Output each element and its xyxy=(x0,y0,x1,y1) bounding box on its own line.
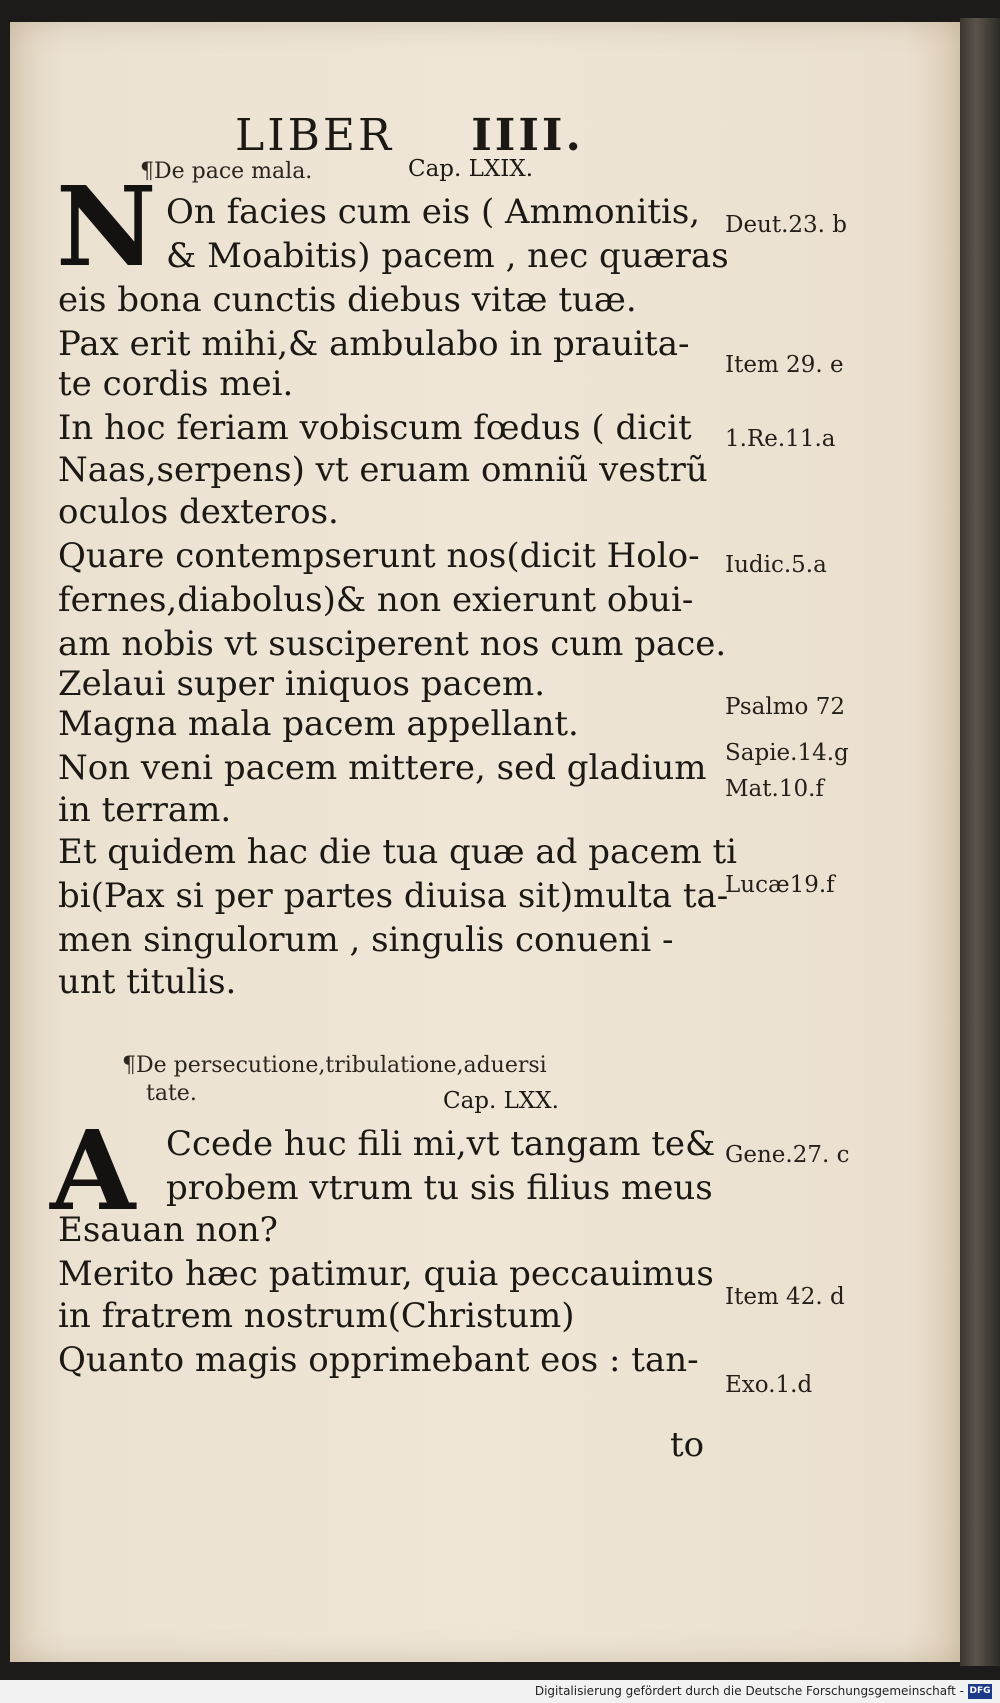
chapter-number: Cap. LXX. xyxy=(443,1088,559,1114)
margin-reference: Lucæ19.f xyxy=(725,872,835,898)
margin-reference: Deut.23. b xyxy=(725,212,848,238)
text-line: Zelaui super iniquos pacem. xyxy=(58,664,546,704)
text-line: fernes,diabolus)& non exierunt obui- xyxy=(58,580,694,620)
running-head-title: LIBER xyxy=(235,110,395,161)
margin-reference: Item 29. e xyxy=(725,352,844,378)
text-line: in terram. xyxy=(58,790,232,830)
text-line: bi(Pax si per partes diuisa sit)multa ta- xyxy=(58,876,729,916)
margin-reference: Iudic.5.a xyxy=(725,552,827,578)
text-line: In hoc feriam vobiscum fœdus ( dicit xyxy=(58,408,692,448)
drop-capital: A xyxy=(50,1106,136,1235)
text-line: Non veni pacem mittere, sed gladium xyxy=(58,748,707,788)
running-head xyxy=(235,110,584,161)
chapter-heading: ¶De persecutione,tribulatione,aduersi xyxy=(122,1053,547,1078)
text-line: eis bona cunctis diebus vitæ tuæ. xyxy=(58,280,637,320)
margin-reference: 1.Re.11.a xyxy=(725,426,836,452)
text-line: Pax erit mihi,& ambulabo in prauita- xyxy=(58,324,690,364)
catchword: to xyxy=(670,1425,705,1465)
margin-reference: Item 42. d xyxy=(725,1284,845,1310)
book-page xyxy=(10,22,960,1662)
margin-reference: Exo.1.d xyxy=(725,1372,813,1398)
text-line: Esauan non? xyxy=(58,1210,278,1250)
footer-credit: Digitalisierung gefördert durch die Deutsche Forschungsgemeinschaft - xyxy=(534,1684,964,1698)
footer-bar xyxy=(0,1680,1000,1703)
margin-reference: Psalmo 72 xyxy=(725,694,845,720)
text-line: unt titulis. xyxy=(58,962,237,1002)
drop-capital: N xyxy=(56,162,157,291)
text-line: Naas,serpens) vt eruam omniũ vestrũ xyxy=(58,450,708,490)
text-line: probem vtrum tu sis filius meus xyxy=(166,1168,713,1208)
text-line: te cordis mei. xyxy=(58,364,294,404)
chapter-heading-continued: tate. xyxy=(146,1081,197,1106)
text-line: Quanto magis opprimebant eos : tan- xyxy=(58,1340,699,1380)
text-line: Magna mala pacem appellant. xyxy=(58,704,579,744)
text-line: Et quidem hac die tua quæ ad pacem ti xyxy=(58,832,738,872)
book-edge xyxy=(960,18,1000,1666)
chapter-heading: ¶De pace mala. xyxy=(140,159,313,184)
text-line: am nobis vt susciperent nos cum pace. xyxy=(58,624,727,664)
text-line: Quare contempserunt nos(dicit Holo- xyxy=(58,536,700,576)
text-line: Ccede huc fili mi,vt tangam te& xyxy=(166,1124,716,1164)
margin-reference: Gene.27. c xyxy=(725,1142,850,1168)
text-line: Merito hæc patimur, quia peccauimus xyxy=(58,1254,714,1294)
margin-reference: Mat.10.f xyxy=(725,776,824,802)
chapter-number: Cap. LXIX. xyxy=(408,156,534,182)
running-head-number: IIII. xyxy=(471,110,584,161)
text-line: men singulorum , singulis conueni - xyxy=(58,920,674,960)
text-line: oculos dexteros. xyxy=(58,492,339,532)
margin-reference: Sapie.14.g xyxy=(725,740,849,766)
dfg-logo-icon: DFG xyxy=(968,1684,992,1699)
text-line: On facies cum eis ( Ammonitis, xyxy=(166,192,701,232)
text-line: in fratrem nostrum(Christum) xyxy=(58,1296,575,1336)
text-line: & Moabitis) pacem , nec quæras xyxy=(166,236,729,276)
